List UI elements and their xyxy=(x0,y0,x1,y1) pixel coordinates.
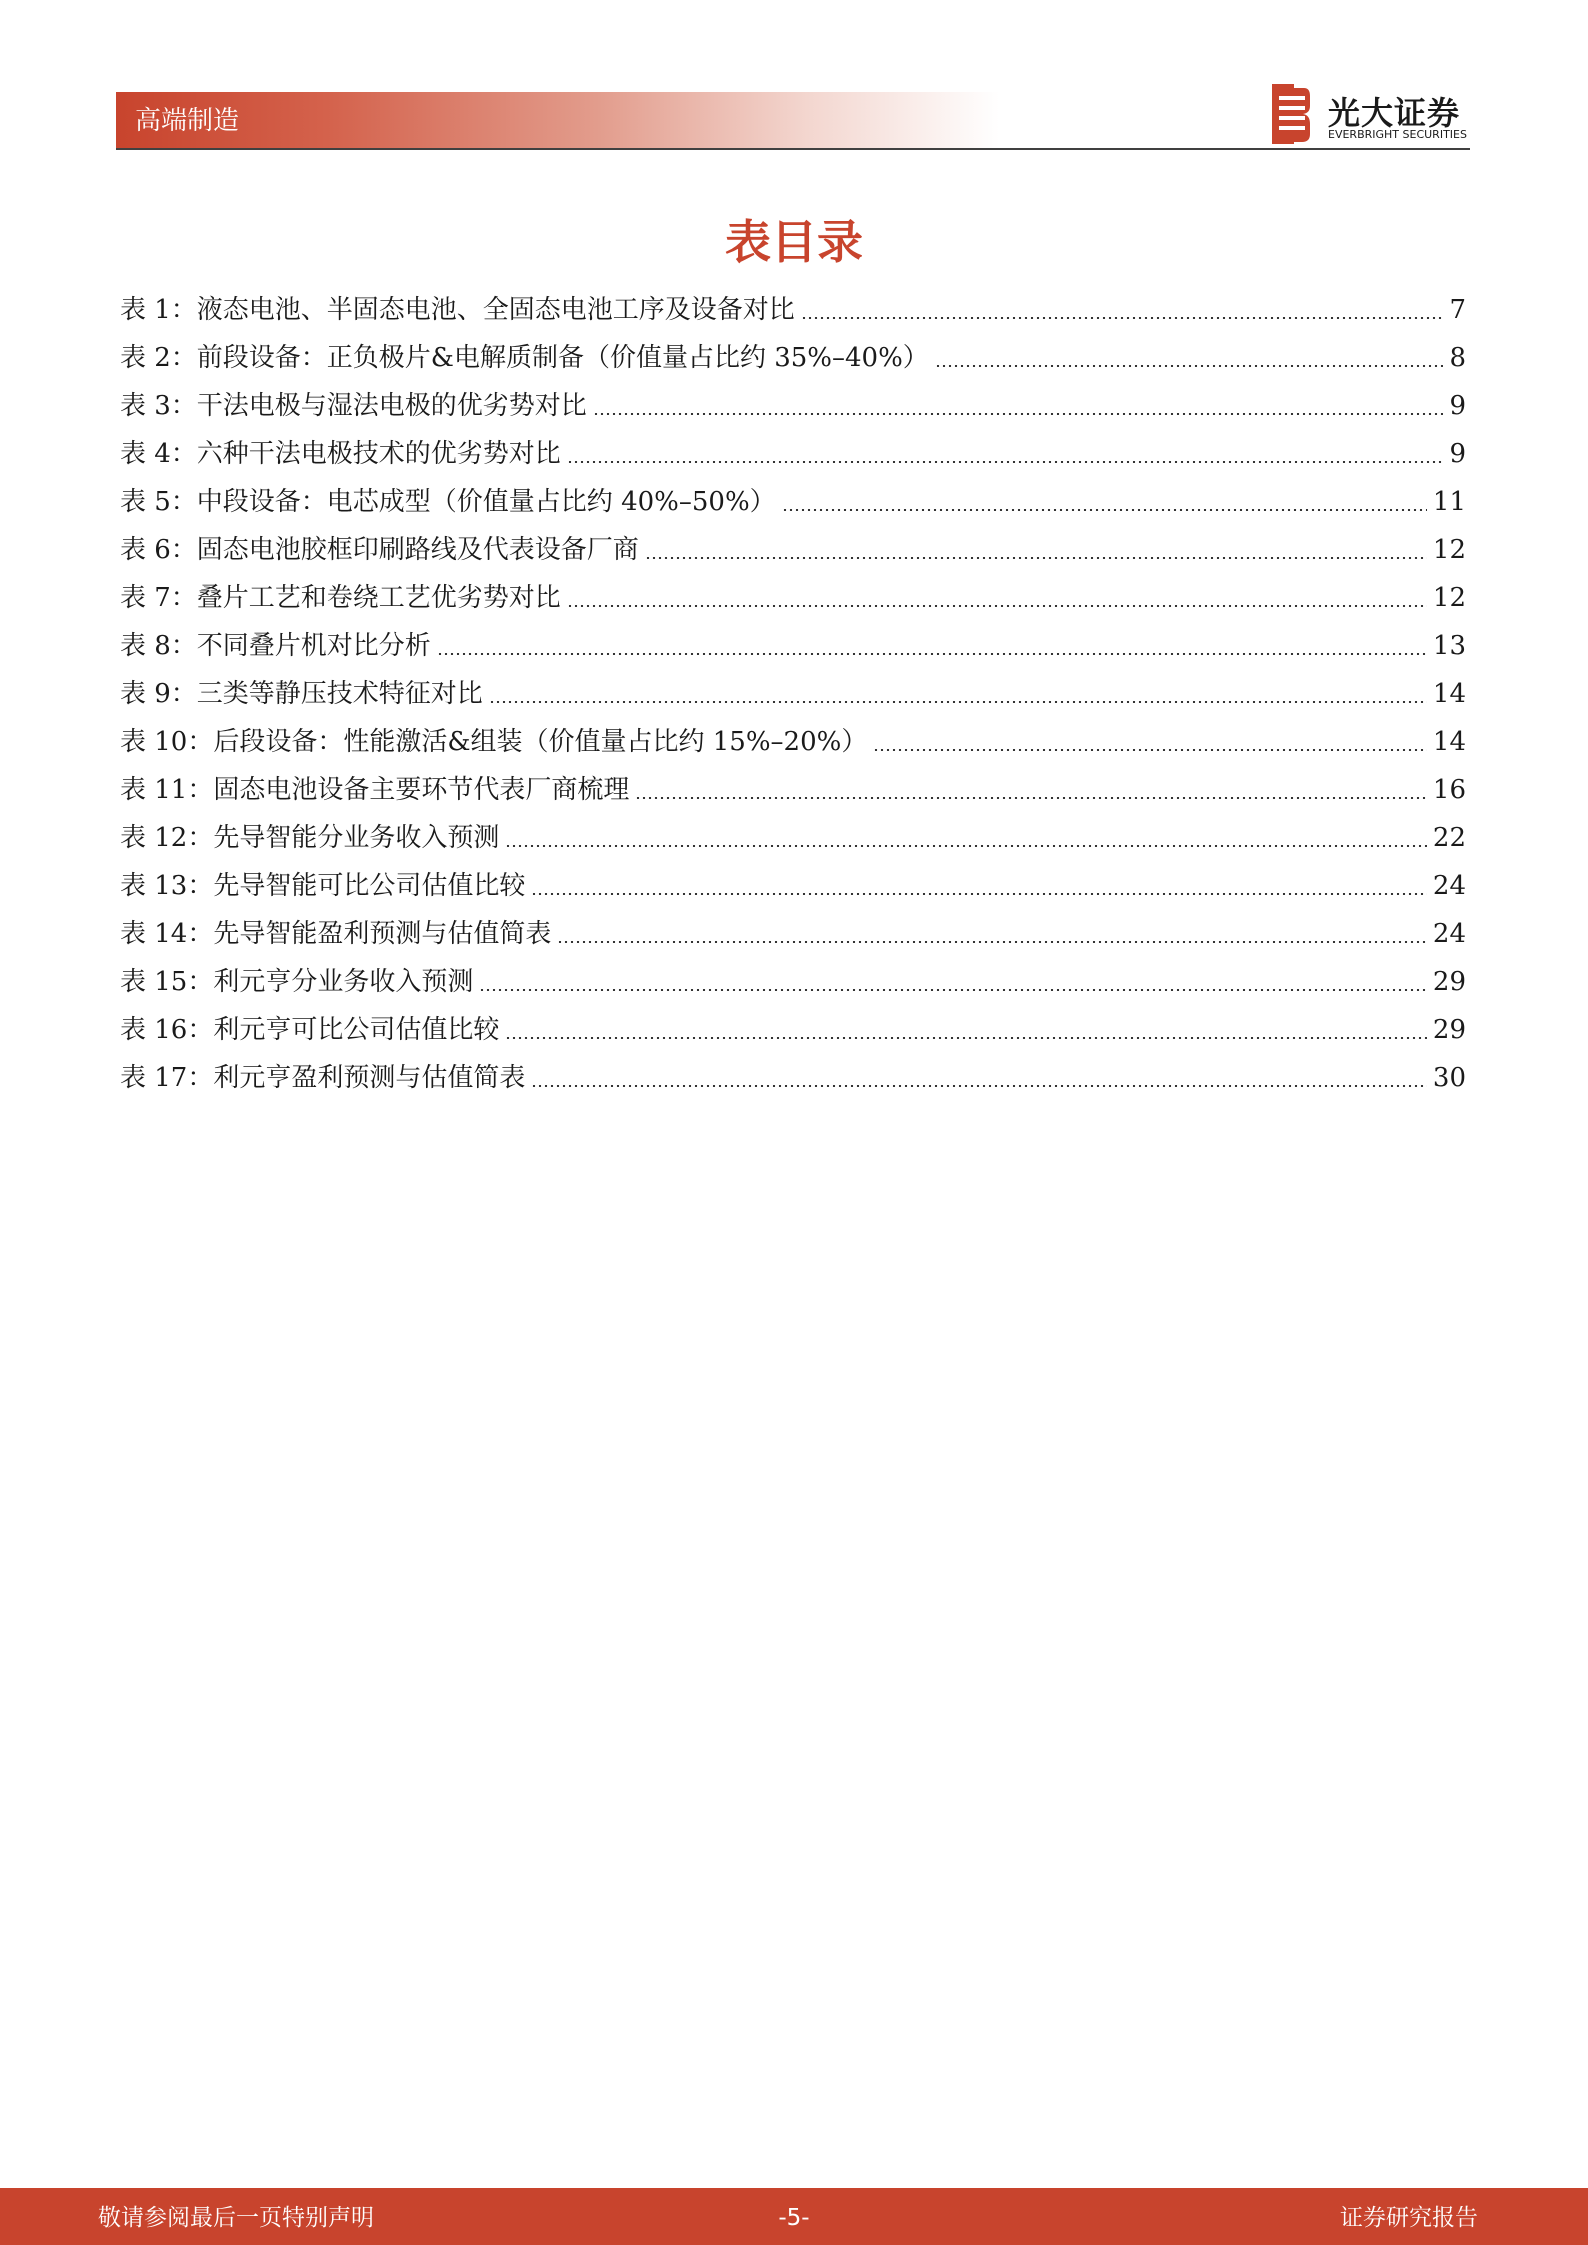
dot-leader xyxy=(782,509,1427,511)
dot-leader xyxy=(645,557,1427,559)
everbright-logo-icon xyxy=(1270,84,1312,144)
toc-entry-page: 24 xyxy=(1432,871,1466,901)
dot-leader xyxy=(801,317,1444,319)
toc-entry-page: 11 xyxy=(1432,487,1466,517)
toc-entry-title: 表 12：先导智能分业务收入预测 xyxy=(120,823,500,853)
toc-entry-page: 8 xyxy=(1449,343,1466,373)
logo-text-cn: 光大证券 xyxy=(1328,94,1461,132)
dot-leader xyxy=(505,1037,1427,1039)
toc-entry-page: 7 xyxy=(1449,295,1466,325)
toc-entry[interactable] xyxy=(120,574,1466,622)
toc-entry[interactable] xyxy=(120,382,1466,430)
toc-entry[interactable] xyxy=(120,478,1466,526)
dot-leader xyxy=(935,365,1444,367)
toc-entry-title: 表 4：六种干法电极技术的优劣势对比 xyxy=(120,439,561,469)
section-label: 高端制造 xyxy=(135,106,240,136)
toc-entry-page: 24 xyxy=(1432,919,1466,949)
toc-entry-page: 22 xyxy=(1432,823,1466,853)
table-of-tables xyxy=(120,286,1466,1102)
page-title: 表目录 xyxy=(725,215,863,269)
toc-entry[interactable] xyxy=(120,670,1466,718)
toc-entry-page: 12 xyxy=(1432,583,1466,613)
logo-text-en: EVERBRIGHT SECURITIES xyxy=(1328,128,1467,141)
toc-entry-page: 12 xyxy=(1432,535,1466,565)
dot-leader xyxy=(635,797,1427,799)
dot-leader xyxy=(531,893,1427,895)
toc-entry-title: 表 15：利元亨分业务收入预测 xyxy=(120,967,474,997)
toc-entry-title: 表 6：固态电池胶框印刷路线及代表设备厂商 xyxy=(120,535,639,565)
toc-entry-title: 表 17：利元亨盈利预测与估值简表 xyxy=(120,1063,526,1093)
dot-leader xyxy=(437,653,1427,655)
toc-entry-title: 表 3：干法电极与湿法电极的优劣势对比 xyxy=(120,391,587,421)
dot-leader xyxy=(479,989,1427,991)
header-band xyxy=(116,92,1076,148)
toc-entry-title: 表 8：不同叠片机对比分析 xyxy=(120,631,431,661)
toc-entry-title: 表 11：固态电池设备主要环节代表厂商梳理 xyxy=(120,775,630,805)
toc-entry[interactable] xyxy=(120,910,1466,958)
toc-entry[interactable] xyxy=(120,1006,1466,1054)
dot-leader xyxy=(489,701,1427,703)
toc-entry-title: 表 7：叠片工艺和卷绕工艺优劣势对比 xyxy=(120,583,561,613)
footer-report-type: 证券研究报告 xyxy=(1340,2205,1478,2231)
toc-entry-page: 30 xyxy=(1432,1063,1466,1093)
header-divider xyxy=(116,148,1470,150)
dot-leader xyxy=(873,749,1427,751)
toc-entry[interactable] xyxy=(120,430,1466,478)
toc-entry-page: 29 xyxy=(1432,1015,1466,1045)
toc-entry-title: 表 10：后段设备：性能激活&组装（价值量占比约 15%–20%） xyxy=(120,727,868,757)
dot-leader xyxy=(593,413,1444,415)
footer-disclaimer: 敬请参阅最后一页特别声明 xyxy=(98,2205,374,2231)
toc-entry[interactable] xyxy=(120,526,1466,574)
dot-leader xyxy=(531,1085,1427,1087)
dot-leader xyxy=(567,605,1427,607)
toc-entry-page: 13 xyxy=(1432,631,1466,661)
toc-entry-title: 表 9：三类等静压技术特征对比 xyxy=(120,679,483,709)
toc-entry[interactable] xyxy=(120,1054,1466,1102)
toc-entry-title: 表 5：中段设备：电芯成型（价值量占比约 40%–50%） xyxy=(120,487,776,517)
toc-entry-title: 表 14：先导智能盈利预测与估值简表 xyxy=(120,919,552,949)
dot-leader xyxy=(505,845,1427,847)
toc-entry-page: 9 xyxy=(1449,439,1466,469)
toc-entry[interactable] xyxy=(120,862,1466,910)
toc-entry-page: 14 xyxy=(1432,679,1466,709)
toc-entry[interactable] xyxy=(120,334,1466,382)
dot-leader xyxy=(567,461,1444,463)
toc-entry[interactable] xyxy=(120,286,1466,334)
toc-entry[interactable] xyxy=(120,958,1466,1006)
footer-page-number: -5- xyxy=(778,2205,810,2231)
toc-entry[interactable] xyxy=(120,766,1466,814)
dot-leader xyxy=(557,941,1427,943)
toc-entry-title: 表 1：液态电池、半固态电池、全固态电池工序及设备对比 xyxy=(120,295,795,325)
toc-entry-page: 14 xyxy=(1432,727,1466,757)
toc-entry[interactable] xyxy=(120,814,1466,862)
toc-entry[interactable] xyxy=(120,622,1466,670)
toc-entry[interactable] xyxy=(120,718,1466,766)
toc-entry-page: 9 xyxy=(1449,391,1466,421)
toc-entry-page: 16 xyxy=(1432,775,1466,805)
everbright-logo xyxy=(1270,84,1470,144)
toc-entry-page: 29 xyxy=(1432,967,1466,997)
toc-entry-title: 表 13：先导智能可比公司估值比较 xyxy=(120,871,526,901)
toc-entry-title: 表 16：利元亨可比公司估值比较 xyxy=(120,1015,500,1045)
toc-entry-title: 表 2：前段设备：正负极片&电解质制备（价值量占比约 35%–40%） xyxy=(120,343,929,373)
